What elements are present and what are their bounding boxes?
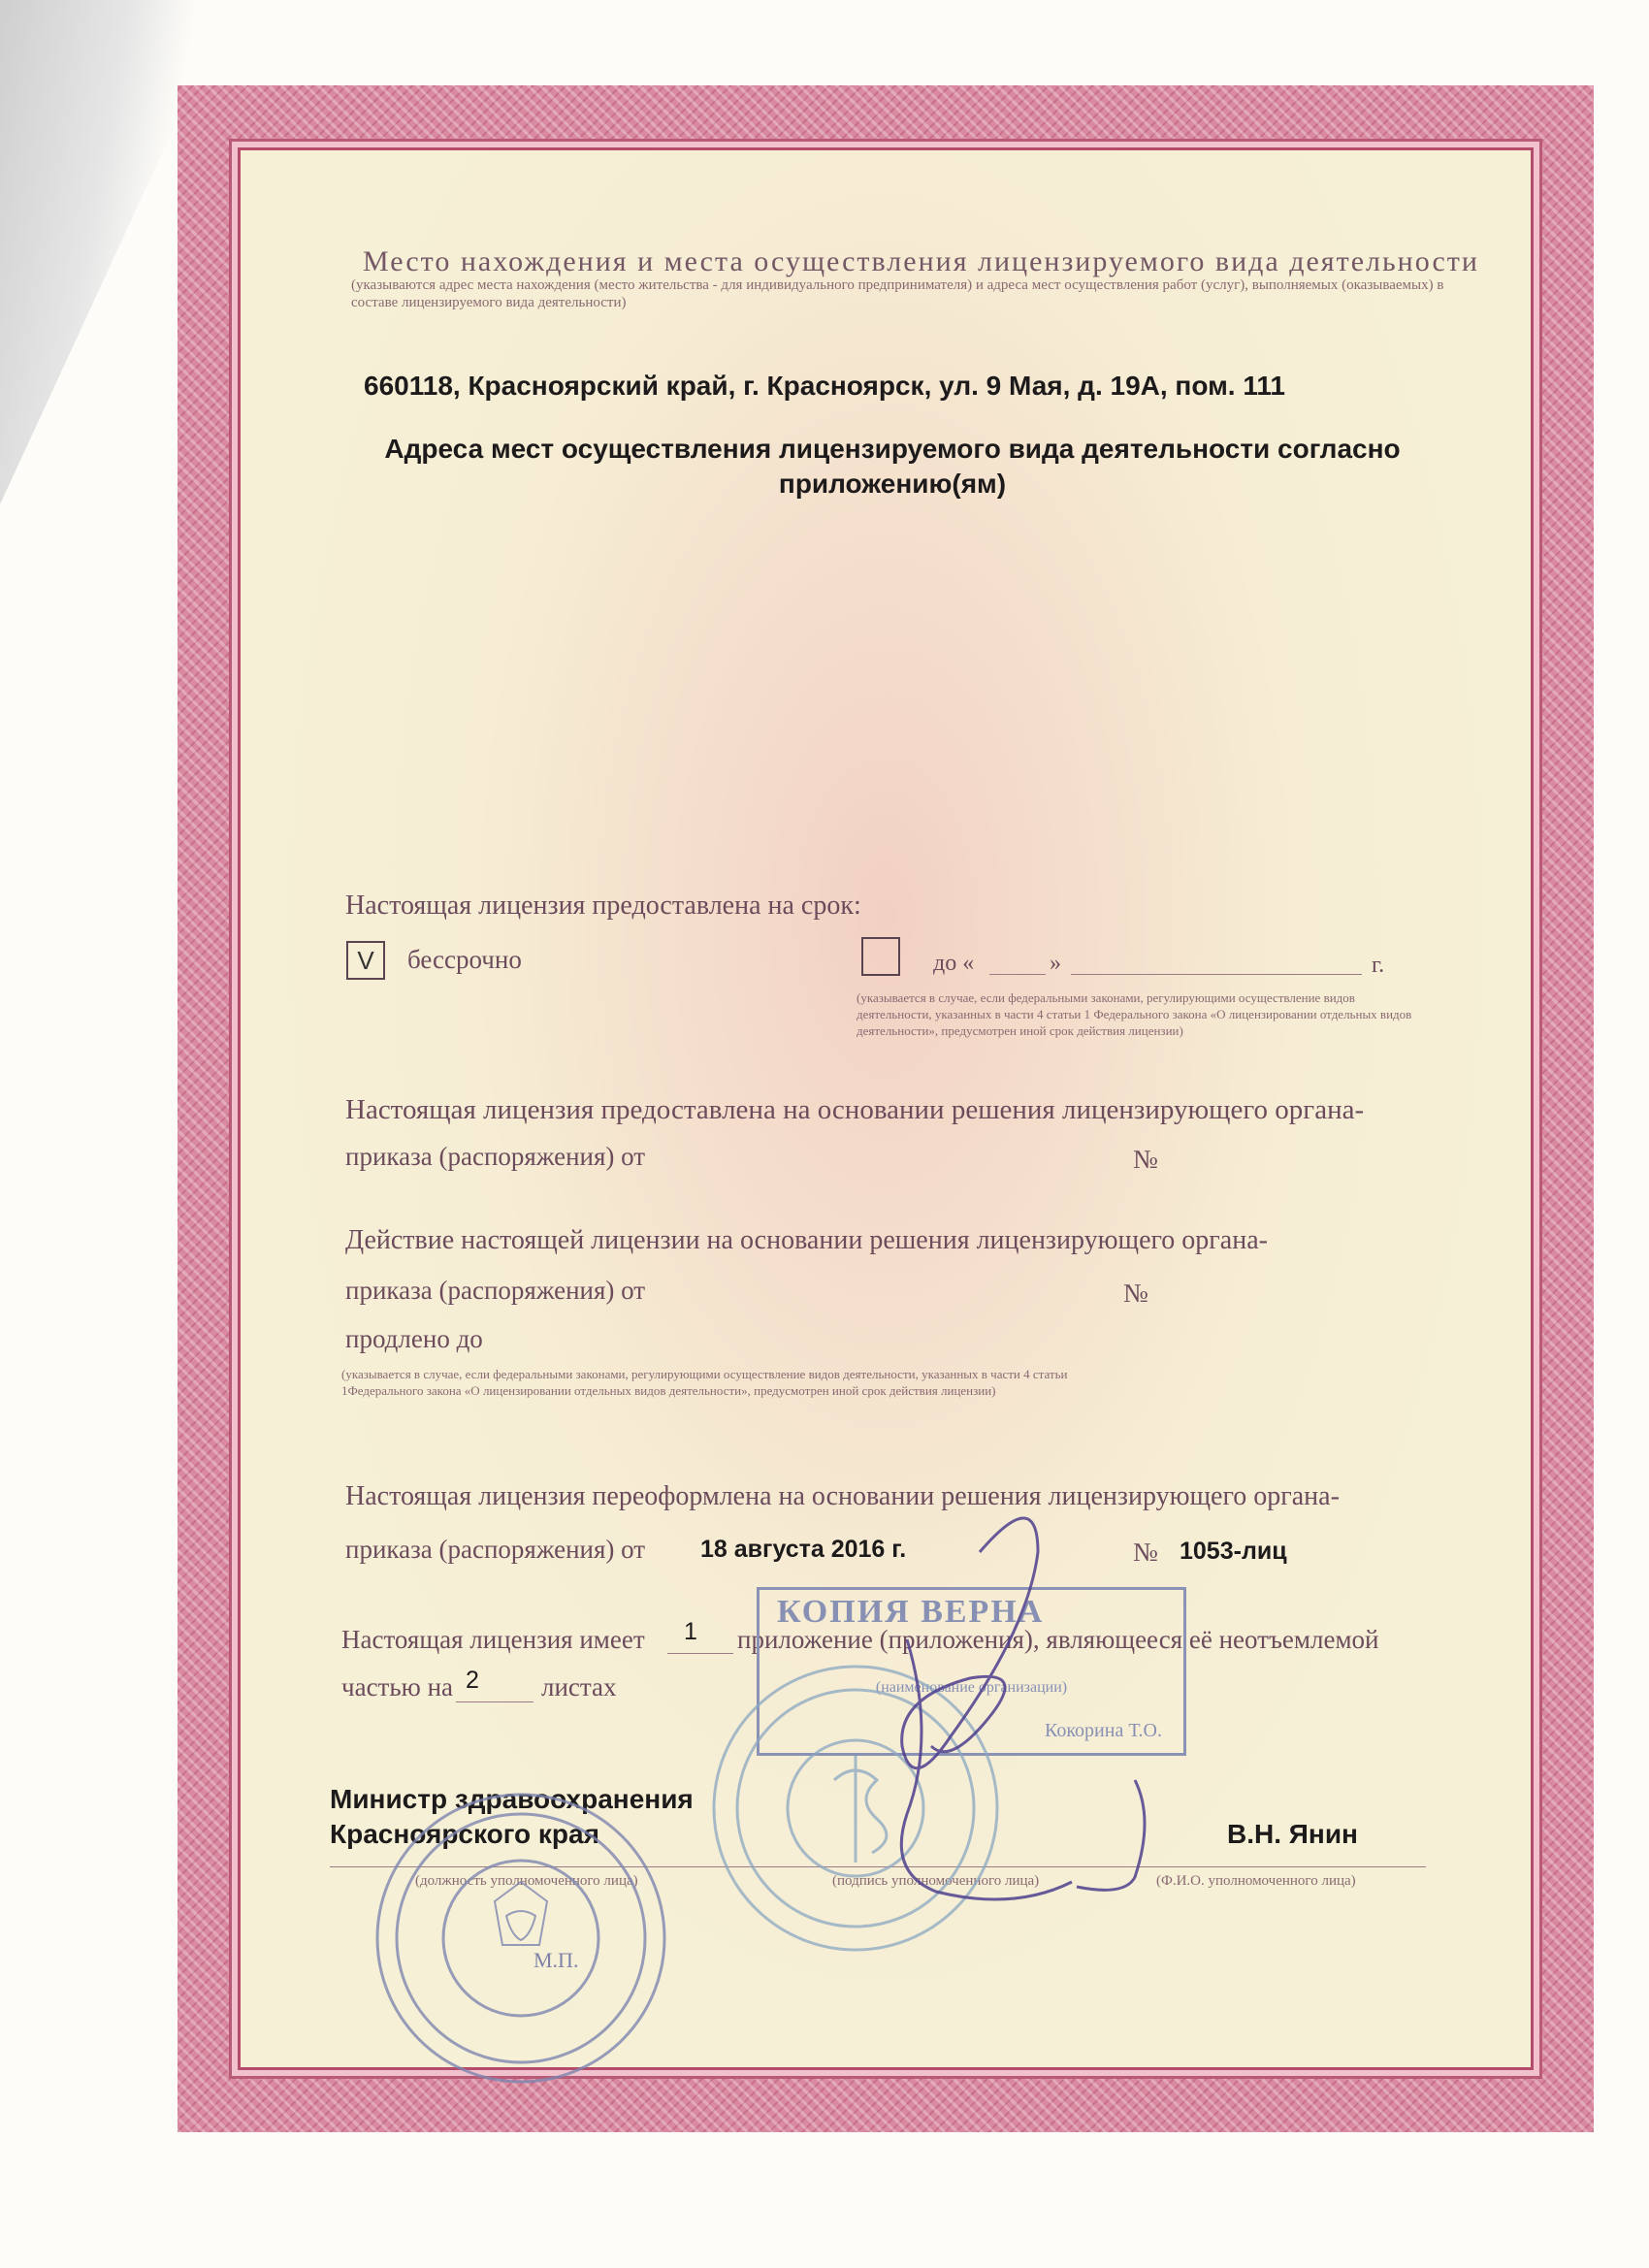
until-year-suffix: г.: [1372, 953, 1385, 978]
address: 660118, Красноярский край, г. Красноярск, ул. 9 Мая, д. 19А, пом. 111: [364, 371, 1285, 401]
appendix-middle: приложение (приложения), являющееся её неотъемлемой: [737, 1625, 1379, 1654]
reissue-date: 18 августа 2016 г.: [700, 1536, 907, 1563]
extension-no: №: [1123, 1279, 1148, 1308]
unlimited-checkbox[interactable]: V: [346, 941, 385, 980]
reissue-line2: приказа (распоряжения) от: [345, 1535, 646, 1564]
location-heading: Место нахождения и места осуществления лицензируемого вида деятельности: [363, 245, 1479, 277]
signer-position-line1: Министр здравоохранения: [330, 1784, 694, 1814]
basis-line1: Настоящая лицензия предоставлена на основании решения лицензирующего органа-: [345, 1094, 1365, 1125]
appendix-part-prefix: частью на: [341, 1672, 454, 1701]
extension-line1: Действие настоящей лицензии на основании решения лицензирующего органа-: [345, 1225, 1268, 1255]
extension-line2: приказа (распоряжения) от: [345, 1276, 646, 1305]
term-label: Настоящая лицензия предоставлена на срок:: [345, 891, 861, 921]
appendix-sheets: 2: [466, 1667, 479, 1694]
location-note: (указываются адрес места нахождения (место жительства - для индивидуального предпринимателя) и адреса мест осуществления работ (услуг), выполняемых (оказываемых) в составе лицензируемого вида деятельности): [351, 277, 1444, 310]
appendix-sheets-line: [456, 1701, 534, 1702]
signer-position-line2: Красноярского края: [330, 1819, 599, 1849]
basis-line2: приказа (распоряжения) от: [345, 1142, 646, 1171]
until-checkbox[interactable]: [861, 937, 900, 976]
appendix-count: 1: [684, 1618, 697, 1645]
unlimited-label: бессрочно: [407, 945, 522, 974]
signer-name: В.Н. Янин: [1227, 1819, 1358, 1849]
until-label: до «: [933, 951, 975, 976]
caption-position: (должность уполномоченного лица): [415, 1873, 638, 1889]
until-note: (указывается в случае, если федеральными законами, регулирующими осуществление видов деятельности, указанных в части 4 статьи 1 Федерального закона «О лицензировании отдельных видов деятельности», предусмотрен иной срок действия лицензии): [857, 990, 1412, 1038]
mp-label: М.П.: [534, 1948, 579, 1972]
copy-stamp-org-caption: (наименование организации): [875, 1679, 1068, 1696]
addresses-note: Адреса мест осуществления лицензируемого вида деятельности согласно приложению(ям): [384, 434, 1401, 499]
until-day-line: [989, 974, 1046, 975]
reissue-line1: Настоящая лицензия переоформлена на основании решения лицензирующего органа-: [345, 1481, 1340, 1511]
basis-no: №: [1133, 1145, 1158, 1174]
copy-stamp-title: КОПИЯ ВЕРНА: [777, 1594, 1045, 1630]
signature-rule: [330, 1866, 1426, 1867]
reissue-number: 1053-лиц: [1180, 1538, 1287, 1565]
extension-line3: продлено до: [345, 1324, 483, 1353]
appendix-count-line: [667, 1653, 733, 1654]
extension-note: (указывается в случае, если федеральными законами, регулирующими осуществление видов деятельности, указанных в части 4 статьи 1Федерального закона «О лицензировании отдельных видов деятельности», предусмотрен иной срок действия лицензии): [341, 1367, 1068, 1398]
copy-certified-stamp: [757, 1587, 1186, 1756]
caption-signature: (подпись уполномоченного лица): [832, 1873, 1040, 1889]
caption-name: (Ф.И.О. уполномоченного лица): [1156, 1873, 1356, 1889]
until-date-line: [1071, 974, 1362, 975]
copy-stamp-name: Кокорина Т.О.: [1045, 1720, 1162, 1741]
appendix-suffix: листах: [541, 1672, 617, 1701]
reissue-no: №: [1133, 1538, 1158, 1567]
until-quote-close: »: [1050, 951, 1061, 976]
appendix-prefix: Настоящая лицензия имеет: [341, 1625, 645, 1654]
